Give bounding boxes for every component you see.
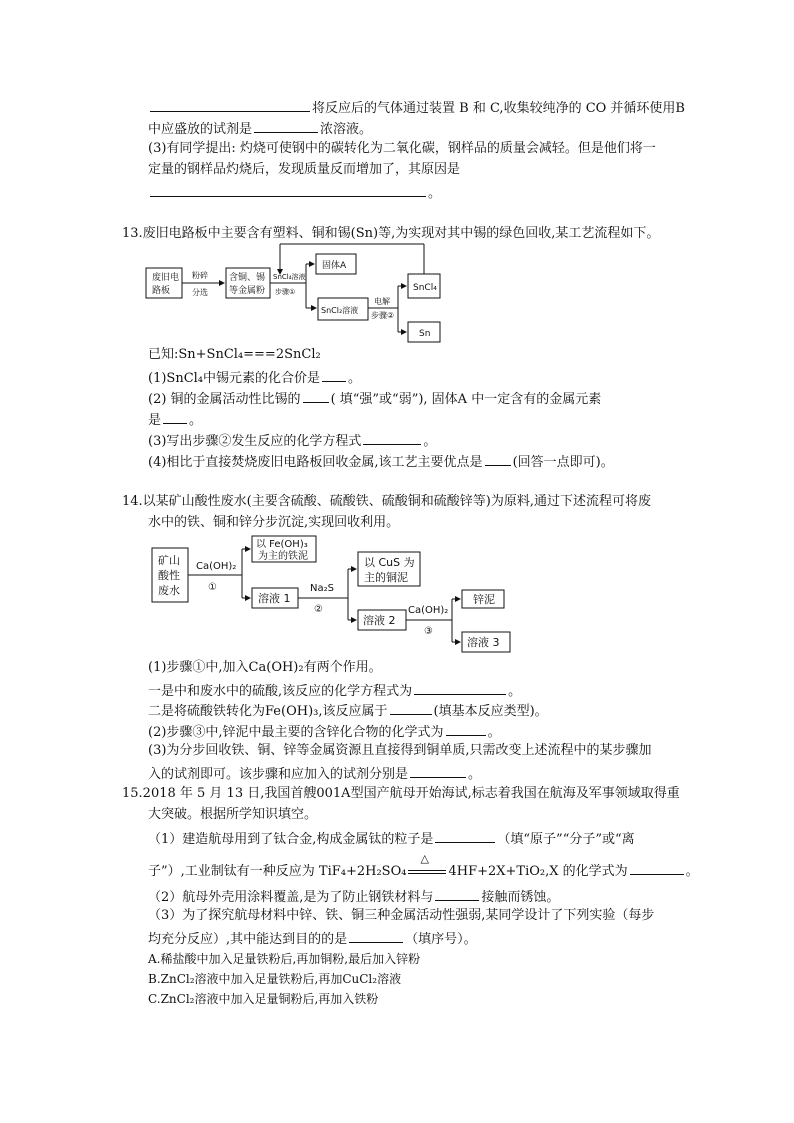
op1-l1: 粉碎 bbox=[192, 271, 208, 280]
q14-stem1: 14.以某矿山酸性废水(主要含硫酸、硫酸铁、硫酸铜和硫酸锌等)为原料,通过下述流程可将废 bbox=[122, 494, 651, 509]
q13-p1-pre: (1)SnCl₄中锡元素的化合价是 bbox=[148, 371, 321, 386]
answer-blank[interactable] bbox=[363, 430, 421, 445]
box-board-l2: 路板 bbox=[152, 286, 171, 296]
op2-l1: SnCl₄溶液 bbox=[273, 273, 306, 281]
q14-stem2: 水中的铁、铜和锌分步沉淀,实现回收利用。 bbox=[148, 515, 400, 530]
q14-p2-pre: (2)步骤③中,锌泥中最主要的含锌化合物的化学式为 bbox=[148, 725, 444, 740]
q13-p3-pre: (3)写出步骤②发生反应的化学方程式 bbox=[148, 434, 362, 449]
op3-reagent: Ca(OH)₂ bbox=[408, 605, 449, 616]
op2-l2: 步骤① bbox=[275, 288, 296, 296]
q15-option-a: A.稀盐酸中加入足量铁粉后,再加铜粉,最后加入锌粉 bbox=[148, 952, 421, 966]
op3-l1: 电解 bbox=[374, 297, 390, 306]
q15-equation-right: 4HF+2X+TiO₂,X 的化学式为 bbox=[448, 864, 628, 879]
q14-p2-post: 。 bbox=[487, 725, 501, 740]
q14-p1: (1)步骤①中,加入Ca(OH)₂有两个作用。 bbox=[148, 660, 382, 675]
q13-p2b-post: 。 bbox=[189, 413, 203, 428]
answer-blank[interactable] bbox=[435, 828, 495, 843]
q14-p3: (3)为分步回收铁、铜、锌等金属资源且直接得到铜单质,只需改变上述流程中的某步骤加 bbox=[148, 743, 652, 758]
q13-flow-diagram bbox=[140, 242, 460, 352]
box-sncl4-label: SnCl₄ bbox=[413, 283, 437, 293]
box-powder-l2: 等金属粉 bbox=[229, 286, 266, 296]
q15-p1b-post: 。 bbox=[685, 864, 699, 879]
box-zinc-label: 锌泥 bbox=[473, 593, 495, 606]
q15-p2-pre: （2）航母外壳用涂料覆盖,是为了防止钢铁材料与 bbox=[148, 890, 434, 905]
op1-step: ① bbox=[208, 582, 217, 593]
q15-p3: （3）为了探究航母材料中锌、铁、铜三种金属活动性强弱,某同学设计了下列实验（每步 bbox=[148, 908, 655, 923]
q15-p1b bbox=[148, 852, 699, 881]
answer-blank[interactable] bbox=[322, 367, 346, 382]
q15-option-c: C.ZnCl₂溶液中加入足量铜粉后,再加入铁粉 bbox=[148, 992, 379, 1006]
q15-p2 bbox=[148, 886, 559, 907]
op3-step: ③ bbox=[424, 626, 433, 637]
answer-blank[interactable] bbox=[303, 388, 329, 403]
q14-p1b-post: (填基本反应类型)。 bbox=[433, 704, 548, 719]
q12-line5 bbox=[148, 182, 441, 203]
q14-p1b-pre: 二是将硫酸铁转化为Fe(OH)₃,该反应属于 bbox=[148, 704, 388, 719]
box-iron-l2: 为主的铁泥 bbox=[258, 551, 308, 562]
q15-option-b: B.ZnCl₂溶液中加入足量铁粉后,再加CuCl₂溶液 bbox=[148, 972, 402, 986]
q12-line2-post: 浓溶液。 bbox=[320, 122, 373, 137]
q12-line1 bbox=[148, 97, 685, 118]
q15-p1 bbox=[148, 828, 635, 849]
box-water-l2: 酸性 bbox=[158, 569, 180, 582]
q13-p4 bbox=[148, 451, 614, 472]
answer-blank[interactable] bbox=[446, 721, 486, 736]
answer-blank[interactable] bbox=[150, 97, 310, 112]
op2-step: ② bbox=[314, 604, 323, 615]
q13-p4-pre: (4)相比于直接焚烧废旧电路板回收金属,该工艺主要优点是 bbox=[148, 455, 483, 470]
q12-line3: (3)有同学提出: 灼烧可使钢中的碳转化为二氧化碳，钢样品的质量会减轻。但是他们将一 bbox=[148, 141, 656, 156]
q14-p3b bbox=[148, 763, 481, 784]
op1-l2: 分选 bbox=[192, 288, 208, 297]
q13-p2b bbox=[148, 409, 202, 430]
q13-p4-post: (回答一点即可)。 bbox=[512, 455, 614, 470]
q15-p3b bbox=[148, 928, 477, 949]
answer-blank[interactable] bbox=[349, 928, 403, 943]
q15-equation-left: 子”）,工业制钛有一种反应为 TiF₄+2H₂SO₄ bbox=[148, 864, 407, 879]
heat-triangle-icon: △ bbox=[420, 852, 429, 865]
q12-line5-end: 。 bbox=[428, 186, 442, 201]
q14-p1b bbox=[148, 700, 548, 721]
box-powder-l1: 含铜、锡 bbox=[229, 273, 266, 283]
q13-p2b-pre: 是 bbox=[148, 413, 162, 428]
answer-blank[interactable] bbox=[414, 680, 506, 695]
q13-p3 bbox=[148, 430, 436, 451]
q12-line4: 定量的钢样品灼烧后，发现质量反而增加了，其原因是 bbox=[148, 162, 461, 177]
q14-flow-diagram bbox=[146, 534, 526, 658]
equals-sign bbox=[408, 870, 446, 874]
answer-blank[interactable] bbox=[435, 886, 479, 901]
q14-p1a-post: 。 bbox=[508, 684, 522, 699]
q13-known: 已知:Sn+SnCl₄===2SnCl₂ bbox=[148, 347, 321, 362]
reaction-condition bbox=[406, 852, 448, 881]
q15-p1-pre: （1）建造航母用到了钛合金,构成金属钛的粒子是 bbox=[148, 832, 434, 847]
q12-line2-pre: 中应盛放的试剂是 bbox=[148, 122, 253, 137]
q15-p3b-post: （填序号）。 bbox=[405, 932, 477, 947]
op3-l2: 步骤② bbox=[371, 311, 395, 320]
answer-blank[interactable] bbox=[390, 700, 432, 715]
box-copper-l1: 以 CuS 为 bbox=[364, 556, 415, 569]
box-iron-l1: 以 Fe(OH)₃ bbox=[256, 539, 308, 550]
box-water-l3: 废水 bbox=[158, 584, 180, 597]
box-sol2-label: 溶液 2 bbox=[363, 614, 396, 627]
q12-line2 bbox=[148, 118, 372, 139]
box-sncl2-label: SnCl₂溶液 bbox=[321, 306, 359, 315]
q15-stem2: 大突破。根据所学知识填空。 bbox=[148, 807, 318, 822]
q14-p3b-pre: 入的试剂即可。该步骤和应加入的试剂分别是 bbox=[148, 767, 409, 782]
q13-p2-post: ( 填“强”或“弱”), 固体A 中一定含有的金属元素 bbox=[330, 392, 602, 407]
answer-blank[interactable] bbox=[630, 860, 684, 875]
q12-line1-text: 将反应后的气体通过装置 B 和 C,收集较纯净的 CO 并循环使用B bbox=[312, 101, 685, 116]
q14-p3b-post: 。 bbox=[468, 767, 482, 782]
box-sol3-label: 溶液 3 bbox=[467, 636, 500, 649]
q15-stem1: 15.2018 年 5 月 13 日,我国首艘001A型国产航母开始海试,标志着我国在航海及军事领域取得重 bbox=[122, 786, 680, 801]
box-copper-l2: 主的铜泥 bbox=[364, 571, 408, 584]
q14-p2 bbox=[148, 721, 501, 742]
q13-p1-post: 。 bbox=[348, 371, 362, 386]
box-solid-a-label: 固体A bbox=[322, 261, 347, 271]
q14-p1a-pre: 一是中和废水中的硫酸,该反应的化学方程式为 bbox=[148, 684, 413, 699]
answer-blank[interactable] bbox=[410, 763, 466, 778]
box-water-l1: 矿山 bbox=[158, 554, 180, 567]
answer-blank[interactable] bbox=[254, 118, 318, 133]
answer-blank[interactable] bbox=[163, 409, 187, 424]
q13-p1 bbox=[148, 367, 361, 388]
q13-stem: 13.废旧电路板中主要含有塑料、铜和锡(Sn)等,为实现对其中锡的绿色回收,某工艺流程如下。 bbox=[122, 226, 660, 241]
box-board-l1: 废旧电 bbox=[152, 273, 180, 283]
op1-reagent: Ca(OH)₂ bbox=[196, 561, 237, 572]
q13-p3-post: 。 bbox=[423, 434, 437, 449]
q14-p1a bbox=[148, 680, 521, 701]
box-sol1-label: 溶液 1 bbox=[258, 592, 291, 605]
q13-p2 bbox=[148, 388, 601, 409]
q13-p2-pre: (2) 铜的金属活动性比锡的 bbox=[148, 392, 301, 407]
answer-blank[interactable] bbox=[485, 451, 511, 466]
q15-p3b-pre: 均充分反应）,其中能达到目的的是 bbox=[148, 932, 348, 947]
answer-blank[interactable] bbox=[150, 182, 426, 197]
q15-p1-post: （填“原子”“分子”或“离 bbox=[497, 832, 635, 847]
q15-p2-post: 接触而锈蚀。 bbox=[481, 890, 560, 905]
op2-reagent: Na₂S bbox=[310, 583, 334, 594]
box-sn-label: Sn bbox=[419, 329, 431, 339]
